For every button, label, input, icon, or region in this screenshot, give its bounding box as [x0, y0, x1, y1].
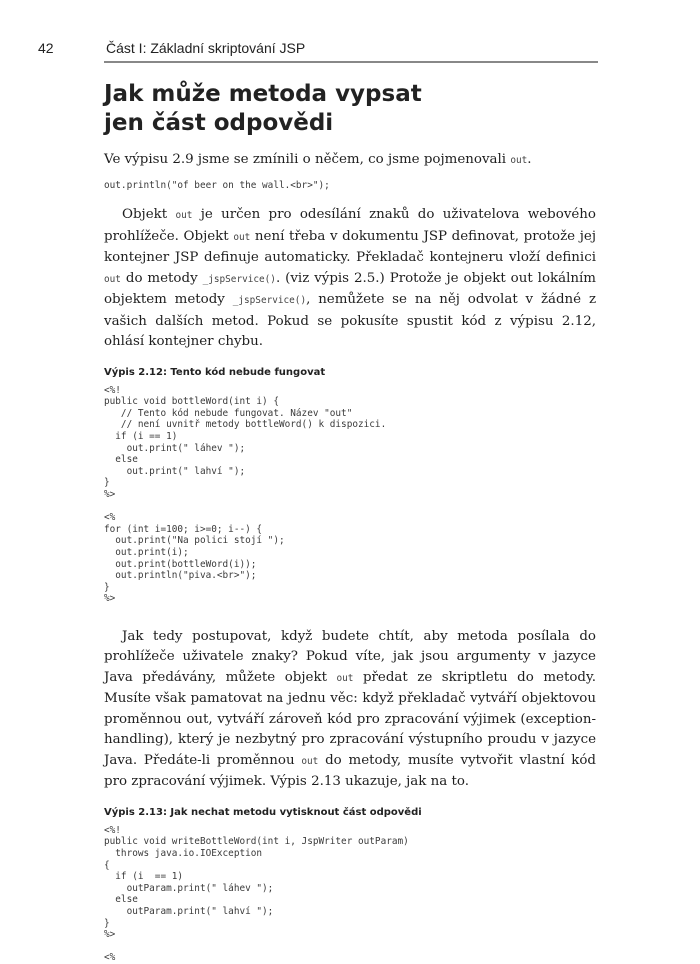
header-rule	[104, 61, 598, 63]
page-content	[104, 80, 596, 964]
text-run: , nemůžete se na něj odvolat v žádné z vašich dalších metod. Pokud se pokusíte spustit kód z výpisu 2.12, ohlásí kontejner chybu.	[104, 292, 596, 350]
text-run: není třeba v dokumentu JSP definovat, protože jej kontejner JSP definuje automaticky. Překladač kontejneru vloží definici	[104, 228, 596, 266]
inline-code: out	[104, 273, 121, 285]
text-run: je určen pro odesílání znaků do uživatelova webového prohlížeče. Objekt	[104, 207, 596, 244]
text-run: předat ze skriptletu do metody. Musíte však pamatovat na jednu věc: když překladač vytváří objektovou proměnnou out, vytváří zároveň kód pro zpracování výjimek (exception-handling), který je nezbytný pro zpracování výstupního proudu v jazyce Java. Předáte-li proměnnou	[104, 669, 597, 768]
running-head: Část I: Základní skriptování JSP	[106, 40, 306, 56]
page-number: 42	[38, 40, 54, 56]
page-header	[38, 40, 598, 62]
inline-code: out	[301, 755, 319, 767]
inline-code: out	[233, 231, 251, 243]
intro-end: .	[527, 152, 532, 167]
section-title-line-2: jen část odpovědi	[104, 110, 334, 136]
code-snippet: out.println("of beer on the wall.<br>");	[104, 179, 330, 191]
section-title	[104, 80, 596, 138]
inline-code: _jspService()	[232, 295, 307, 307]
listing-2-12-title: Výpis 2.12: Tento kód nebude fungovat	[104, 366, 326, 378]
text-run: Objekt	[122, 207, 176, 223]
intro-text: Ve výpisu 2.9 jsme se zmínili o něčem, co jsme pojmenovali	[104, 152, 511, 167]
text-run: . (viz výpis 2.5.) Protože je objekt out lokálním objektem metody	[104, 270, 596, 308]
text-run: Jak tedy postupovat, když budete chtít, aby metoda posílala do prohlížeče uživatele znaky? Pokud víte, jak jsou argumenty v jazyce Java předávány, můžete objekt	[104, 628, 596, 685]
text-run: do metody	[120, 270, 203, 286]
inline-code: out	[336, 672, 354, 684]
paragraph-out-object	[104, 205, 596, 353]
listing-2-12-code: <%! public void bottleWord(int i) { // Tento kód nebude fungovat. Název "out" // není uvnitř metody bottleWord() k dispozici. if (i == 1) out.print(" láhev "); else out.print(" lahví "); } %> <% for (int i=100; i>=0; i--) { out.print("Na polici stojí "); out.print(i); out.print(bottleWord(i)); out.println("piva.<br>"); } %>	[104, 384, 387, 605]
text-run: do metody, musíte vytvořit vlastní kód pro zpracování výjimek. Výpis 2.13 ukazuje, jak na to.	[104, 752, 597, 790]
listing-2-13-title: Výpis 2.13: Jak nechat metodu vytisknout část odpovědi	[104, 806, 422, 818]
inline-code: _jspService()	[202, 273, 276, 285]
listing-2-13-code: <%! public void writeBottleWord(int i, JspWriter outParam) throws java.io.IOException { if (i == 1) outParam.print(" láhev "); else outParam.print(" lahví "); } %> <%	[104, 824, 409, 964]
section-title-line-1: Jak může metoda vypsat	[104, 81, 422, 107]
inline-code: out	[510, 155, 528, 166]
paragraph-passing-out	[104, 627, 596, 793]
inline-code: out	[175, 210, 193, 222]
intro-paragraph	[104, 150, 596, 172]
